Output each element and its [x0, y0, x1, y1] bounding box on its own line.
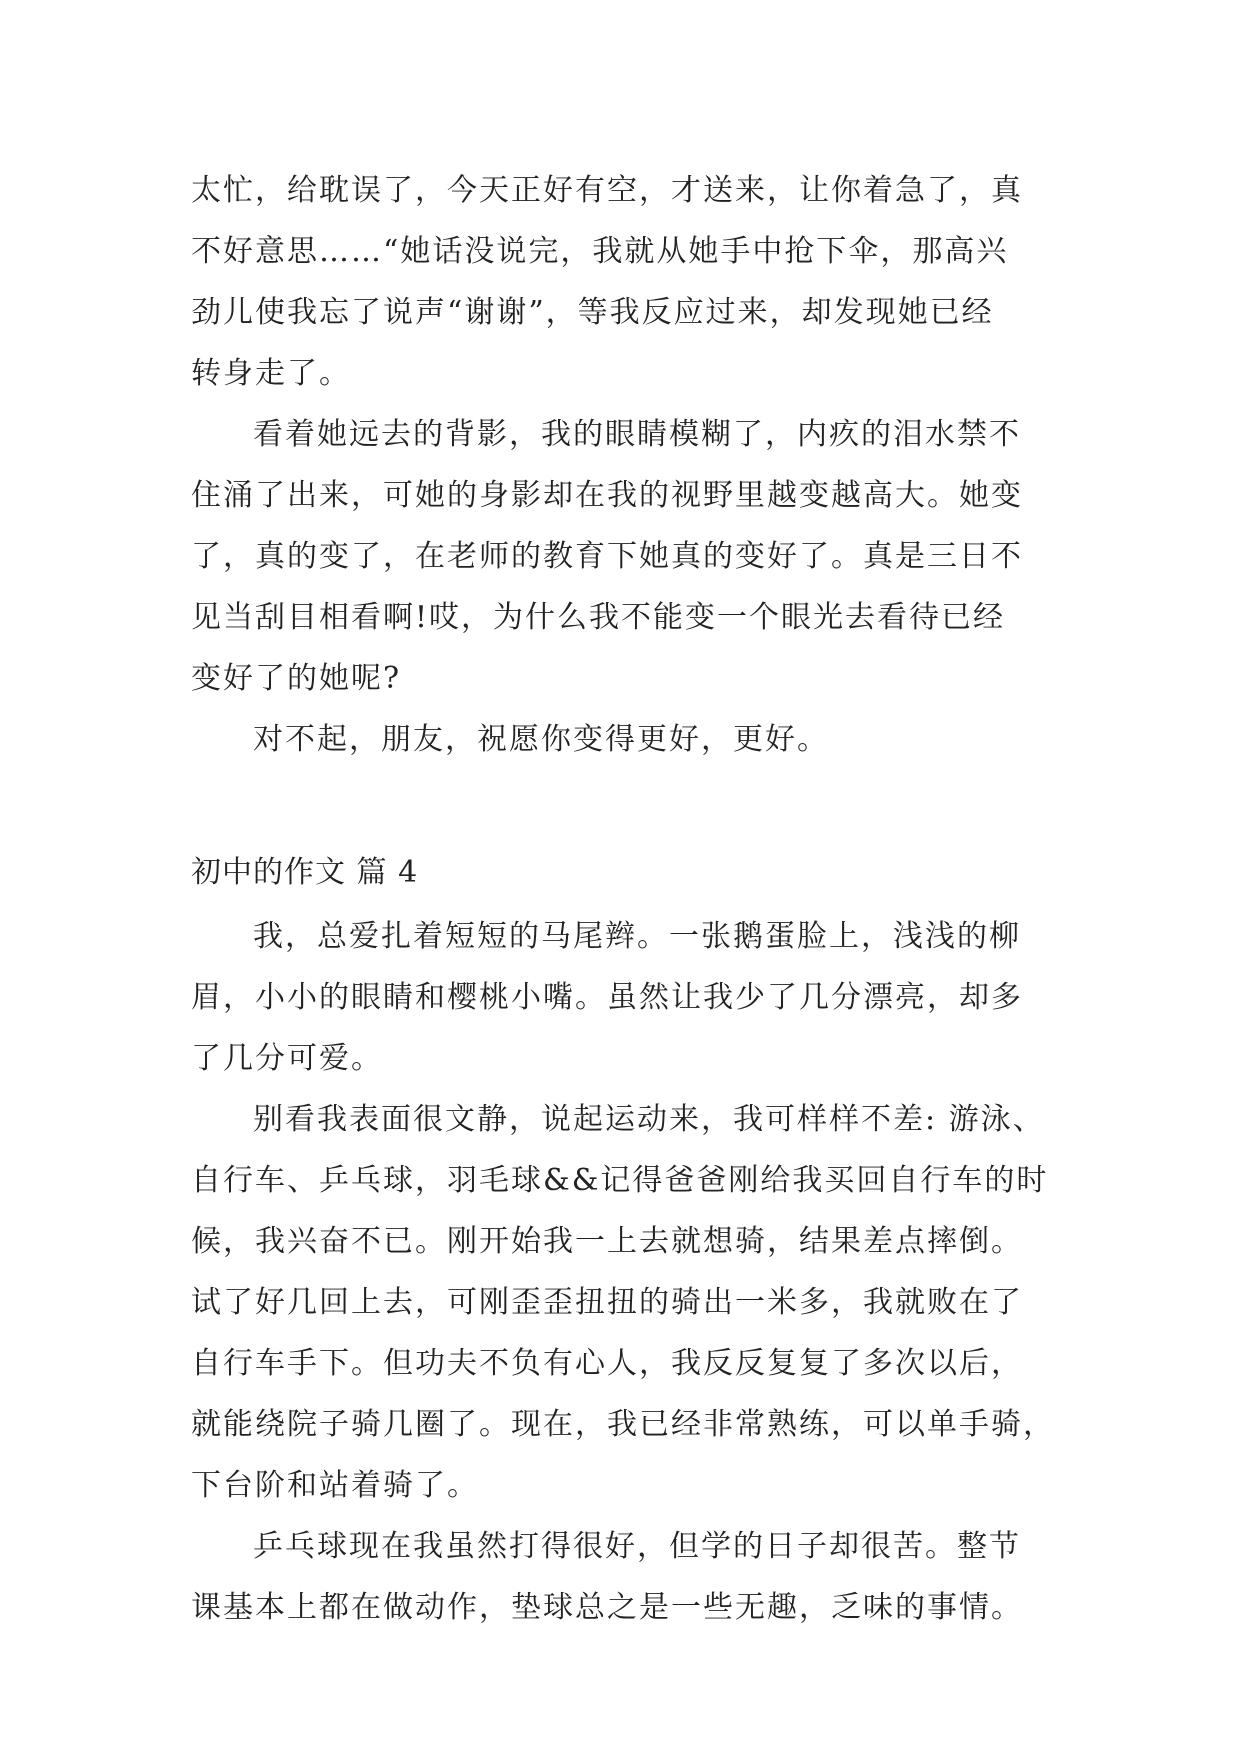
text-after-heading	[191, 906, 1071, 1638]
text-line: 对不起，朋友，祝愿你变得更好，更好。	[253, 722, 829, 757]
text-line: 太忙，给耽误了，今天正好有空，才送来，让你着急了，真	[191, 173, 1023, 208]
paragraph	[191, 404, 1071, 709]
text-line: 乒乓球现在我虽然打得很好，但学的日子却很苦。整节	[253, 1529, 1021, 1564]
text-line: 试了好几回上去，可刚歪歪扭扭的骑出一米多，我就败在了	[191, 1285, 1023, 1320]
paragraph	[191, 1089, 1071, 1516]
text-line: 转身走了。	[191, 356, 351, 391]
text-line: 劲儿使我忘了说声“谢谢”，等我反应过来，却发现她已经	[191, 295, 994, 330]
text-line: 别看我表面很文静，说起运动来，我可样样不差: 游泳、	[253, 1102, 1045, 1137]
paragraph	[191, 906, 1071, 1089]
text-line: 自行车手下。但功夫不负有心人，我反反复复了多次以后，	[191, 1346, 1023, 1381]
text-line: 眉，小小的眼睛和樱桃小嘴。虽然让我少了几分漂亮，却多	[191, 980, 1023, 1015]
text-line: 了几分可爱。	[191, 1041, 383, 1076]
text-line: 就能绕院子骑几圈了。现在，我已经非常熟练，可以单手骑，	[191, 1407, 1055, 1442]
text-line: 住涌了出来，可她的身影却在我的视野里越变越高大。她变	[191, 478, 1023, 513]
paragraph	[191, 160, 1071, 404]
paragraph	[191, 709, 1071, 770]
text-line: 了，真的变了，在老师的教育下她真的变好了。真是三日不	[191, 539, 1023, 574]
text-line: 候，我兴奋不已。刚开始我一上去就想骑，结果差点摔倒。	[191, 1224, 1023, 1259]
text-line: 下台阶和站着骑了。	[191, 1468, 479, 1503]
paragraph	[191, 1516, 1071, 1638]
text-line: 见当刮目相看啊!哎，为什么我不能变一个眼光去看待已经	[191, 600, 1006, 635]
document-page	[191, 160, 1071, 1638]
section-gap	[191, 770, 1071, 840]
text-line: 我，总爱扎着短短的马尾辫。一张鹅蛋脸上，浅浅的柳	[253, 919, 1021, 954]
text-line: 不好意思……“她话没说完，我就从她手中抢下伞，那高兴	[191, 234, 1009, 269]
text-line: 课基本上都在做动作，垫球总之是一些无趣，乏味的事情。	[191, 1590, 1023, 1625]
text-before-heading	[191, 160, 1071, 770]
text-line: 看着她远去的背影，我的眼睛模糊了，内疚的泪水禁不	[253, 417, 1021, 452]
text-line: 变好了的她呢?	[191, 661, 402, 696]
text-line: 自行车、乒乓球，羽毛球&&记得爸爸刚给我买回自行车的时	[191, 1163, 1049, 1198]
section-heading: 初中的作文 篇 4	[191, 855, 419, 890]
